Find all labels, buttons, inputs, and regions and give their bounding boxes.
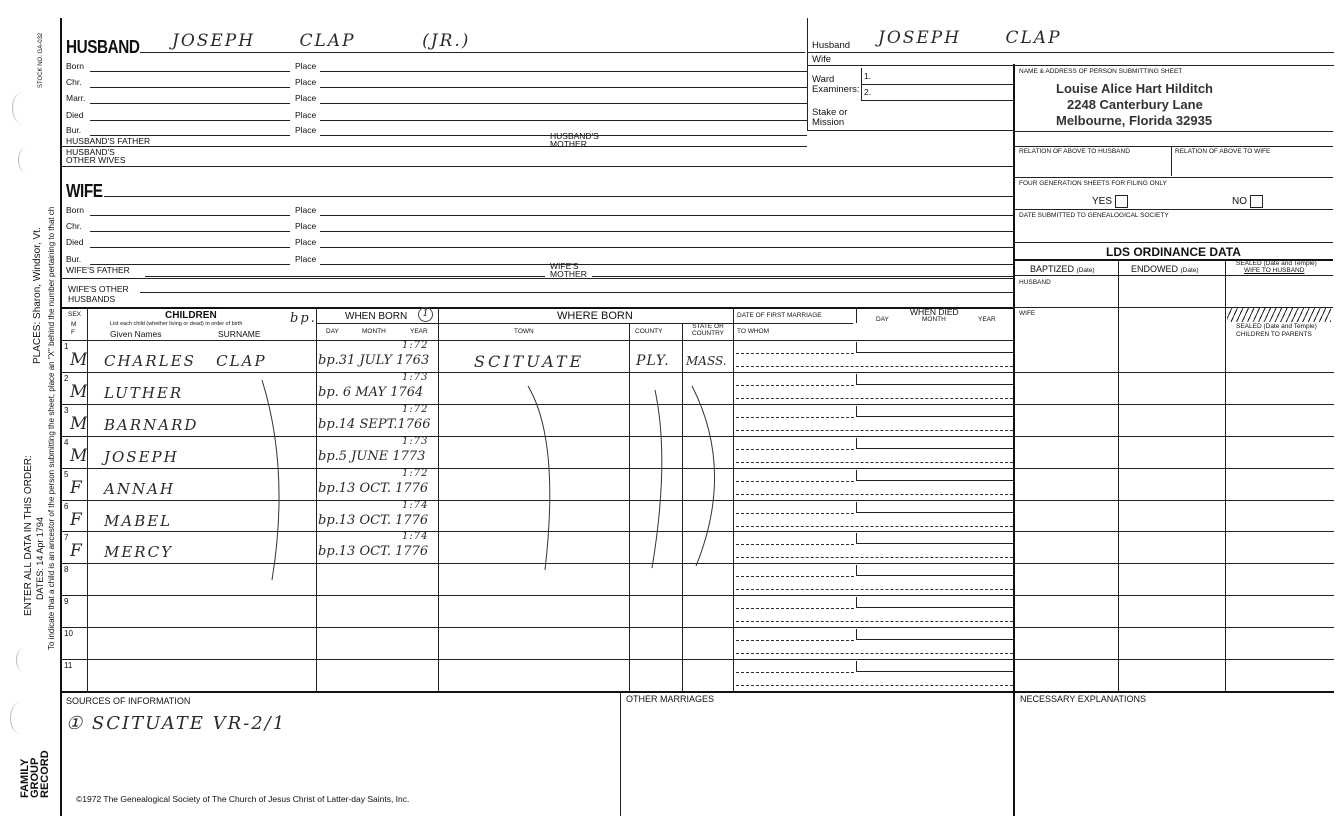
died-tick bbox=[856, 470, 857, 480]
sex-label: SEX bbox=[68, 311, 82, 318]
divider bbox=[807, 52, 1334, 53]
wife-place-label: Place bbox=[295, 205, 317, 215]
wife-father-label: WIFE'S FATHER bbox=[66, 265, 130, 275]
row-divider bbox=[60, 531, 1334, 532]
right-husband-name[interactable]: JOSEPH CLAP bbox=[878, 28, 1062, 48]
submitter-name[interactable]: Louise Alice Hart Hilditch bbox=[1056, 81, 1213, 96]
wife-chr-label: Chr. bbox=[66, 221, 82, 231]
husband-place-line bbox=[320, 103, 807, 104]
husband-place-label: Place bbox=[295, 110, 317, 120]
husband-date-line bbox=[90, 71, 290, 72]
indicate-note: To indicate that a child is an ancestor of the person submitting the sheet, place an "X" behind the number pertaining to that ch bbox=[47, 206, 56, 650]
child-source-note: 1:72 bbox=[402, 404, 429, 415]
husband-bur-label: Bur. bbox=[66, 125, 82, 135]
child-number: 10 bbox=[64, 629, 73, 638]
husband-place-line bbox=[320, 87, 807, 88]
child-source-note: 1:72 bbox=[402, 468, 429, 479]
child-number: 7 bbox=[64, 533, 69, 542]
endowed-label: ENDOWED (Date) bbox=[1131, 264, 1199, 274]
to-whom-line bbox=[736, 621, 1013, 622]
to-whom-label: TO WHOM bbox=[737, 328, 770, 335]
wife-place-line bbox=[320, 264, 1013, 265]
child-sex[interactable]: M bbox=[70, 350, 88, 370]
divider bbox=[1013, 275, 1333, 276]
child-town[interactable]: SCITUATE bbox=[474, 352, 585, 371]
husband-heading: HUSBAND bbox=[66, 37, 140, 57]
four-gen-label: FOUR GENERATION SHEETS FOR FILING ONLY bbox=[1019, 180, 1167, 187]
wife-heading: WIFE bbox=[66, 181, 103, 201]
divider bbox=[316, 307, 317, 691]
died-line bbox=[856, 575, 1013, 576]
child-name[interactable]: LUTHER bbox=[104, 384, 184, 402]
divider bbox=[438, 307, 439, 691]
no-checkbox[interactable] bbox=[1250, 195, 1263, 208]
died-line bbox=[856, 639, 1013, 640]
husband-chr-label: Chr. bbox=[66, 77, 82, 87]
date-submitted-label: DATE SUBMITTED TO GENEALOGICAL SOCIETY bbox=[1019, 212, 1169, 219]
wife-date-line bbox=[90, 247, 290, 248]
child-source-note: 1:73 bbox=[402, 436, 429, 447]
husband-date-line bbox=[90, 103, 290, 104]
wife-place-line bbox=[320, 215, 1013, 216]
husband-place-line bbox=[320, 71, 807, 72]
child-sex[interactable]: M bbox=[70, 446, 88, 466]
examiners-label: Examiners: bbox=[812, 84, 860, 95]
divider bbox=[620, 691, 621, 816]
lds-wife-label: WIFE bbox=[1019, 310, 1036, 317]
husband-place-label: Place bbox=[295, 93, 317, 103]
husband-place-label: Place bbox=[295, 61, 317, 71]
punch-hole bbox=[16, 648, 31, 672]
hatched-box bbox=[1227, 308, 1331, 322]
given-names-label: Given Names bbox=[110, 329, 162, 339]
divider bbox=[1013, 131, 1333, 132]
died-tick bbox=[856, 406, 857, 416]
died-day-label: DAY bbox=[876, 316, 889, 323]
husband-mother-line bbox=[592, 146, 807, 147]
to-whom-line bbox=[736, 685, 1013, 686]
child-sex[interactable]: M bbox=[70, 414, 88, 434]
child-state[interactable]: MASS. bbox=[686, 354, 727, 368]
punch-hole bbox=[12, 92, 33, 124]
died-tick bbox=[856, 438, 857, 448]
husband-marr-label: Marr. bbox=[66, 93, 86, 103]
child-number: 11 bbox=[64, 661, 73, 670]
child-number: 9 bbox=[64, 597, 69, 606]
husband-father-label: HUSBAND'S FATHER bbox=[66, 136, 151, 146]
husband-place-label: Place bbox=[295, 125, 317, 135]
when-born-label: WHEN BORN bbox=[345, 311, 408, 322]
child-number: 1 bbox=[64, 342, 69, 351]
divider bbox=[807, 65, 1334, 66]
children-list-note: List each child (whether living or dead) in order of birth bbox=[110, 321, 243, 327]
to-whom-line bbox=[736, 653, 1013, 654]
town-label: TOWN bbox=[514, 328, 534, 335]
to-whom-line bbox=[736, 430, 1013, 431]
marriage-date-line bbox=[736, 417, 854, 418]
wife-name-line bbox=[104, 196, 1013, 197]
husband-name-line bbox=[140, 52, 805, 53]
marriage-date-line bbox=[736, 672, 854, 673]
explanations-label: NECESSARY EXPLANATIONS bbox=[1020, 694, 1147, 704]
died-tick bbox=[856, 374, 857, 384]
divider bbox=[856, 307, 857, 323]
row-divider bbox=[60, 436, 1334, 437]
wife-place-label: Place bbox=[295, 254, 317, 264]
died-line bbox=[856, 384, 1013, 385]
divider bbox=[1013, 242, 1333, 243]
child-sex[interactable]: F bbox=[70, 510, 82, 530]
divider bbox=[1013, 209, 1333, 210]
divider bbox=[1013, 146, 1333, 147]
child-name[interactable]: JOSEPH bbox=[104, 448, 179, 466]
to-whom-line bbox=[736, 398, 1013, 399]
marriage-date-line bbox=[736, 640, 854, 641]
wife-born-label: Born bbox=[66, 205, 84, 215]
divider bbox=[629, 323, 630, 691]
wife-place-label: Place bbox=[295, 221, 317, 231]
died-line bbox=[856, 448, 1013, 449]
sealed-wife-label: SEALED (Date and Temple) bbox=[1236, 260, 1317, 267]
child-born[interactable]: bp.14 SEPT.1766 bbox=[318, 417, 431, 432]
died-tick bbox=[856, 502, 857, 512]
examiner-1: 1. bbox=[864, 71, 872, 81]
sealed-children-label: SEALED (Date and Temple) bbox=[1236, 323, 1317, 330]
divider bbox=[861, 100, 1013, 101]
marriage-date-line bbox=[736, 449, 854, 450]
child-name[interactable]: BARNARD bbox=[104, 416, 199, 434]
stock-number: STOCK NO. GA-032 bbox=[38, 32, 44, 88]
husband-born-label: Born bbox=[66, 61, 84, 71]
child-number: 6 bbox=[64, 502, 69, 511]
surname-label: SURNAME bbox=[218, 329, 261, 339]
children-heading: CHILDREN bbox=[165, 310, 217, 321]
row-divider bbox=[60, 404, 1334, 405]
wife-mother-line bbox=[592, 276, 1013, 277]
child-name[interactable]: MERCY bbox=[104, 543, 173, 561]
husband-place-label: Place bbox=[295, 77, 317, 87]
wife-bur-label: Bur. bbox=[66, 254, 82, 264]
born-year-label: YEAR bbox=[410, 328, 428, 335]
wife-date-line bbox=[90, 231, 290, 232]
baptized-label: BAPTIZED (Date) bbox=[1030, 264, 1095, 274]
row-divider bbox=[60, 500, 1334, 501]
places-note: PLACES: Sharon, Windsor, Vt. bbox=[32, 227, 43, 364]
mission-label: Mission bbox=[812, 117, 845, 128]
child-sex[interactable]: F bbox=[70, 478, 82, 498]
divider bbox=[682, 323, 683, 691]
died-tick bbox=[856, 533, 857, 543]
child-number: 4 bbox=[64, 438, 69, 447]
divider bbox=[60, 340, 1013, 341]
state-label: STATE OR COUNTRY bbox=[691, 323, 725, 337]
marriage-date-line bbox=[736, 513, 854, 514]
sources-value[interactable]: ① SCITUATE VR-2/1 bbox=[66, 713, 287, 734]
divider bbox=[60, 691, 1334, 693]
husband-father-line bbox=[165, 146, 545, 147]
row-divider bbox=[60, 659, 1334, 660]
lds-title: LDS ORDINANCE DATA bbox=[1106, 245, 1241, 259]
where-born-label: WHERE BORN bbox=[557, 310, 633, 322]
wife-place-line bbox=[320, 231, 1013, 232]
marriage-date-line bbox=[736, 353, 854, 354]
husband-other-wives-label: HUSBAND'S OTHER WIVES bbox=[66, 147, 126, 165]
born-day-label: DAY bbox=[326, 328, 339, 335]
wife-place-label: Place bbox=[295, 237, 317, 247]
row-divider bbox=[60, 627, 1334, 628]
wife-other-label: WIFE'S OTHER HUSBANDS bbox=[68, 284, 129, 304]
submitter-street[interactable]: 2248 Canterbury Lane bbox=[1067, 97, 1203, 112]
ward-label: Ward bbox=[812, 74, 835, 85]
form-left-border bbox=[60, 18, 62, 816]
no-label: NO bbox=[1232, 196, 1247, 208]
child-number: 3 bbox=[64, 406, 69, 415]
county-label: COUNTY bbox=[635, 328, 663, 335]
child-source-note: 1:73 bbox=[402, 372, 429, 383]
no-option[interactable] bbox=[1232, 195, 1263, 208]
row-divider bbox=[60, 468, 1334, 469]
dates-note: DATES: 14 Apr 1794 bbox=[35, 517, 45, 600]
died-month-label: MONTH bbox=[922, 316, 946, 323]
divider bbox=[807, 18, 808, 130]
wife-mother-label: WIFE'S MOTHER bbox=[550, 261, 587, 279]
stake-label: Stake or bbox=[812, 107, 848, 118]
died-year-label: YEAR bbox=[978, 316, 996, 323]
husband-place-line bbox=[320, 120, 807, 121]
child-source-note: 1:74 bbox=[402, 500, 429, 511]
to-whom-line bbox=[736, 557, 1013, 558]
died-line bbox=[856, 480, 1013, 481]
husband-date-line bbox=[90, 120, 290, 121]
divider bbox=[861, 84, 1013, 85]
yes-option[interactable] bbox=[1092, 195, 1128, 208]
to-whom-line bbox=[736, 589, 1013, 590]
divider bbox=[807, 130, 1013, 131]
to-whom-line bbox=[736, 462, 1013, 463]
punch-hole bbox=[18, 148, 33, 172]
to-whom-line bbox=[736, 366, 1013, 367]
marriage-date-line bbox=[736, 385, 854, 386]
relation-wife-label: RELATION OF ABOVE TO WIFE bbox=[1175, 148, 1271, 155]
divider bbox=[316, 323, 438, 324]
died-tick bbox=[856, 342, 857, 352]
bp-annotation: bp. bbox=[290, 311, 317, 326]
divider bbox=[1013, 177, 1333, 178]
marriage-date-line bbox=[736, 608, 854, 609]
husband-mother-label: HUSBAND'S MOTHER bbox=[550, 131, 599, 149]
child-born[interactable]: bp. 6 MAY 1764 bbox=[318, 385, 424, 400]
divider bbox=[60, 278, 1013, 279]
child-name[interactable]: MABEL bbox=[104, 512, 173, 530]
died-line bbox=[856, 352, 1013, 353]
wife-to-husband-label: WIFE TO HUSBAND bbox=[1244, 267, 1305, 274]
child-sex[interactable]: M bbox=[70, 382, 88, 402]
husband-name[interactable]: JOSEPH CLAP (JR.) bbox=[172, 31, 471, 51]
divider bbox=[1171, 146, 1172, 176]
marriage-date-line bbox=[736, 576, 854, 577]
child-name[interactable]: CHARLES CLAP bbox=[104, 352, 267, 370]
child-born[interactable]: bp.31 JULY 1763 bbox=[318, 353, 430, 368]
child-source-note: 1:72 bbox=[402, 340, 429, 351]
wife-father-line bbox=[145, 276, 545, 277]
examiner-2: 2. bbox=[864, 87, 872, 97]
marriage-date-line bbox=[736, 544, 854, 545]
mf-label: M F bbox=[71, 321, 77, 336]
lds-husband-label: HUSBAND bbox=[1019, 279, 1051, 286]
other-marriages-label: OTHER MARRIAGES bbox=[626, 694, 715, 704]
to-whom-line bbox=[736, 494, 1013, 495]
child-born[interactable]: bp.13 OCT. 1776 bbox=[318, 544, 429, 559]
yes-checkbox[interactable] bbox=[1115, 195, 1128, 208]
order-note: ENTER ALL DATA IN THIS ORDER: bbox=[23, 455, 34, 616]
died-line bbox=[856, 416, 1013, 417]
died-line bbox=[856, 543, 1013, 544]
divider bbox=[733, 307, 734, 691]
punch-hole bbox=[10, 702, 31, 734]
wife-place-line bbox=[320, 247, 1013, 248]
child-number: 8 bbox=[64, 565, 69, 574]
first-marriage-label: DATE OF FIRST MARRIAGE bbox=[737, 312, 822, 319]
died-tick bbox=[856, 661, 857, 671]
form-title: FAMILY GROUP RECORD bbox=[19, 750, 51, 798]
child-born[interactable]: bp.5 JUNE 1773 bbox=[318, 449, 426, 464]
child-source-note: 1:74 bbox=[402, 531, 429, 542]
child-number: 2 bbox=[64, 374, 69, 383]
died-line bbox=[856, 607, 1013, 608]
submitter-label: NAME & ADDRESS OF PERSON SUBMITTING SHEET bbox=[1019, 68, 1183, 75]
husband-died-label: Died bbox=[66, 110, 84, 120]
relation-husband-label: RELATION OF ABOVE TO HUSBAND bbox=[1019, 148, 1130, 155]
born-month-label: MONTH bbox=[362, 328, 386, 335]
child-sex[interactable]: F bbox=[70, 541, 82, 561]
to-whom-line bbox=[736, 526, 1013, 527]
died-tick bbox=[856, 597, 857, 607]
sources-label: SOURCES OF INFORMATION bbox=[66, 696, 191, 706]
when-died-label: WHEN DIED bbox=[910, 307, 959, 317]
right-husband-label: Husband bbox=[812, 40, 851, 51]
child-born[interactable]: bp.13 OCT. 1776 bbox=[318, 481, 429, 496]
row-divider bbox=[60, 595, 1334, 596]
died-line bbox=[856, 671, 1013, 672]
right-wife-label: Wife bbox=[812, 54, 831, 65]
copyright: ©1972 The Genealogical Society of The Church of Jesus Christ of Latter-day Saints, Inc. bbox=[76, 794, 410, 804]
died-tick bbox=[856, 565, 857, 575]
marriage-date-line bbox=[736, 481, 854, 482]
wife-date-line bbox=[90, 215, 290, 216]
divider bbox=[60, 307, 1013, 309]
row-divider bbox=[60, 563, 1334, 564]
child-born[interactable]: bp.13 OCT. 1776 bbox=[318, 513, 429, 528]
died-tick bbox=[856, 629, 857, 639]
child-name[interactable]: ANNAH bbox=[104, 480, 175, 498]
children-to-parents-label: CHILDREN TO PARENTS bbox=[1236, 331, 1312, 338]
divider bbox=[60, 166, 1013, 167]
died-line bbox=[856, 512, 1013, 513]
submitter-city[interactable]: Melbourne, Florida 32935 bbox=[1056, 113, 1213, 128]
child-number: 5 bbox=[64, 470, 69, 479]
husband-date-line bbox=[90, 87, 290, 88]
wife-other-line bbox=[140, 292, 1013, 293]
yes-label: YES bbox=[1092, 196, 1113, 208]
row-divider bbox=[60, 372, 1334, 373]
wife-died-label: Died bbox=[66, 237, 84, 247]
divider bbox=[438, 323, 733, 324]
source-circle-icon: 1 bbox=[418, 307, 433, 322]
child-county[interactable]: PLY. bbox=[636, 353, 670, 369]
divider bbox=[733, 323, 853, 324]
